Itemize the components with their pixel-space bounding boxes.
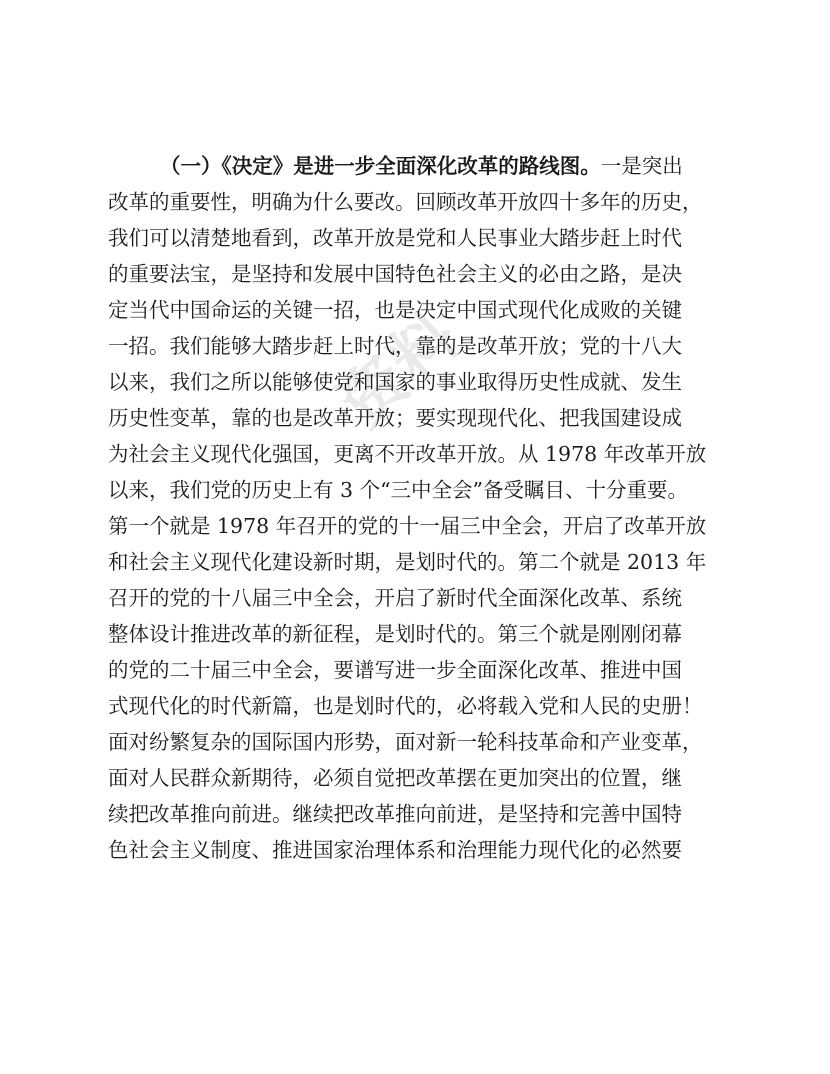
paragraph-line: 色社会主义制度、推进国家治理体系和治理能力现代化的必然要 (108, 838, 682, 862)
paragraph-line (160, 148, 683, 184)
paragraph-line: 以来，我们之所以能够使党和国家的事业取得历史性成就、发生 (108, 370, 682, 394)
paragraph-line: 续把改革推向前进。继续把改革推向前进，是坚持和完善中国特 (108, 802, 682, 826)
paragraph-line: 的党的二十届三中全会，要谱写进一步全面深化改革、推进中国 (108, 658, 682, 682)
paragraph-line: 我们可以清楚地看到，改革开放是党和人民事业大踏步赶上时代 (108, 226, 682, 250)
paragraph-line: 一招。我们能够大踏步赶上时代，靠的是改革开放；党的十八大 (108, 334, 682, 358)
paragraph-line: 面对纷繁复杂的国际国内形势，面对新一轮科技革命和产业变革， (108, 730, 703, 754)
paragraph-line: 和社会主义现代化建设新时期，是划时代的。第二个就是 2013 年 (108, 550, 707, 574)
paragraph-line: 历史性变革，靠的也是改革开放；要实现现代化、把我国建设成 (108, 406, 682, 430)
section-heading: （一）《决定》是进一步全面深化改革的路线图。 (160, 154, 601, 178)
paragraph-line: 改革的重要性，明确为什么要改。回顾改革开放四十多年的历史， (108, 190, 703, 214)
paragraph-line: 定当代中国命运的关键一招，也是决定中国式现代化成败的关键 (108, 298, 682, 322)
paragraph-line: 以来，我们党的历史上有 3 个“三中全会”备受瞩目、十分重要。 (108, 478, 689, 502)
paragraph-line: 面对人民群众新期待，必须自觉把改革摆在更加突出的位置，继 (108, 766, 682, 790)
paragraph-line: 的重要法宝，是坚持和发展中国特色社会主义的必由之路，是决 (108, 262, 682, 286)
paragraph-line: 式现代化的时代新篇，也是划时代的，必将载入党和人民的史册！ (108, 694, 703, 718)
paragraph-line: 为社会主义现代化强国，更离不开改革开放。从 1978 年改革开放 (108, 442, 707, 466)
paragraph-line: 第一个就是 1978 年召开的党的十一届三中全会，开启了改革开放 (108, 514, 707, 538)
paragraph-line: 整体设计推进改革的新征程，是划时代的。第三个就是刚刚闭幕 (108, 622, 682, 646)
line-text: 一是突出 (600, 154, 683, 178)
watermark: 资料 (326, 298, 474, 442)
paragraph-line: 召开的党的十八届三中全会，开启了新时代全面深化改革、系统 (108, 586, 682, 610)
